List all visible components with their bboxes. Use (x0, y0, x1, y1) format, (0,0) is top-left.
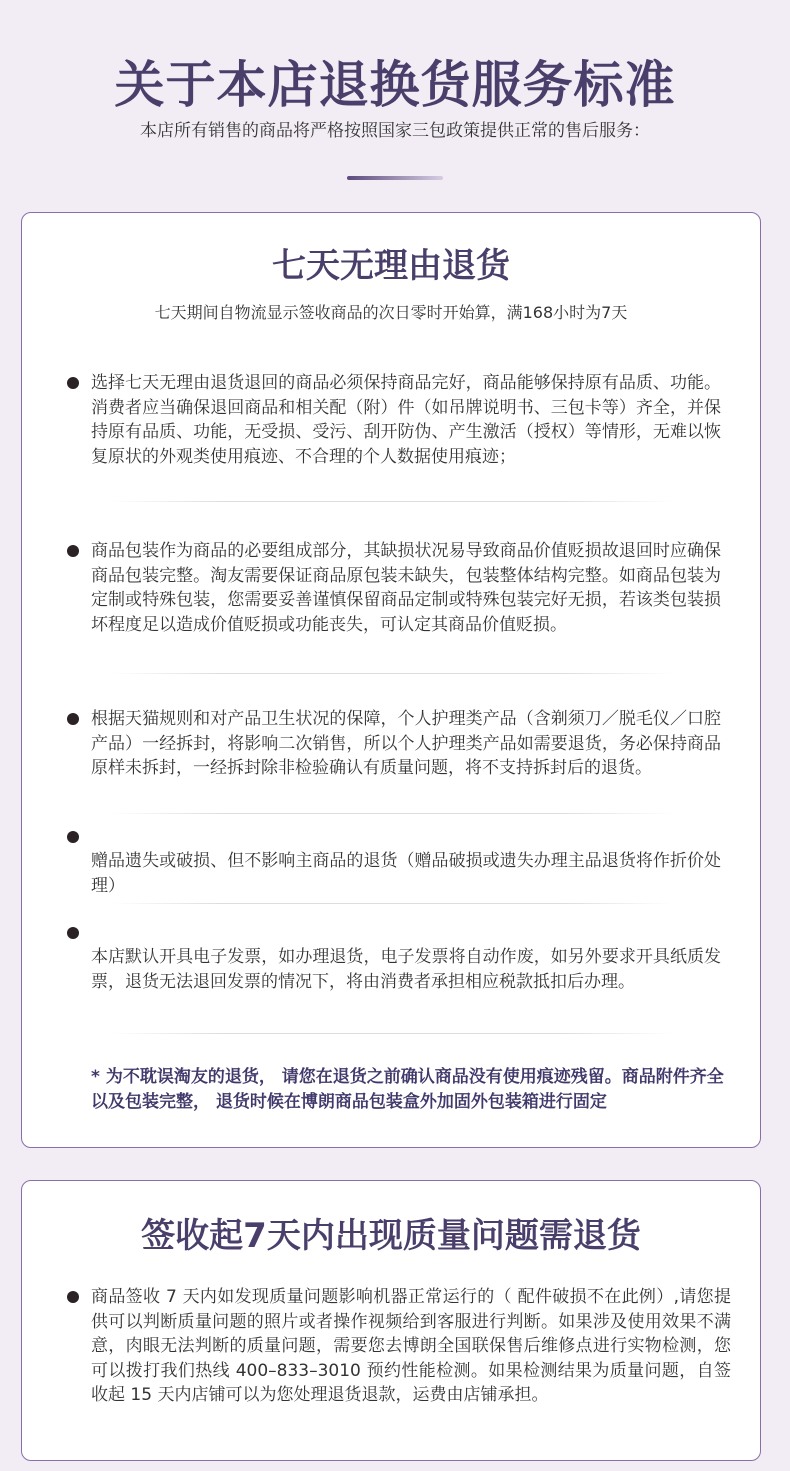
bullet-icon (67, 545, 79, 557)
list-item-text: 商品签收 7 天内如发现质量问题影响机器正常运行的（ 配件破损不在此例）,请您提供可以判断质量问题的照片或者操作视频给到客服进行判断。如果涉及使用效果不满意，肉眼无法判断的质量问题，需要您去博朗全国联保售后维修点进行实物检测，您可以拨打我们热线 400–833–3010 预约性能检测。如果检测结果为质量问题，自签收起 15 天内店铺可以为您处理退货退款，运费由店铺承担。 (91, 1287, 731, 1405)
section-subtitle: 七天期间自物流显示签收商品的次日零时开始算，满168小时为7天 (154, 303, 628, 322)
page-header (0, 0, 790, 200)
seven-day-return-section (21, 212, 761, 1148)
list-item-text: 商品包装作为商品的必要组成部分，其缺损状况易导致商品价值贬损故退回时应确保商品包装完整。淘友需要保证商品原包装未缺失，包装整体结构完整。如商品包装为定制或特殊包装，您需要妥善谨慎保留商品定制或特殊包装完好无损，若该类包装损坏程度足以造成价值贬损或功能丧失，可认定其商品价值贬损。 (91, 541, 721, 635)
divider (112, 501, 672, 502)
bullet-icon (67, 831, 79, 843)
divider (112, 1033, 672, 1034)
bullet-icon (67, 377, 79, 389)
page-subtitle: 本店所有销售的商品将严格按照国家三包政策提供正常的售后服务： (140, 121, 650, 141)
return-note (91, 1065, 731, 1115)
star-icon: * (91, 1067, 100, 1087)
list-item-text: 赠品遗失或破损、但不影响主商品的退货（赠品破损或遗失办理主品退货将作折价处理） (91, 851, 721, 896)
divider (112, 903, 672, 904)
divider (112, 813, 672, 814)
list-item-text: 本店默认开具电子发票，如办理退货，电子发票将自动作废，如另外要求开具纸质发票，退货无法退回发票的情况下，将由消费者承担相应税款抵扣后办理。 (91, 947, 721, 992)
bullet-icon (67, 1291, 79, 1303)
quality-issue-return-section (21, 1180, 761, 1461)
bullet-icon (67, 927, 79, 939)
section-title: 七天无理由退货 (272, 246, 510, 286)
note-text: 为不耽误淘友的退货， 请您在退货之前确认商品没有使用痕迹残留。商品附件齐全以及包装完整， 退货时候在博朗商品包装盒外加固外包装箱进行固定 (91, 1067, 724, 1112)
title-divider (347, 176, 443, 180)
list-item-text: 选择七天无理由退货退回的商品必须保持商品完好，商品能够保持原有品质、功能。消费者应当确保退回商品和相关配（附）件（如吊牌说明书、三包卡等）齐全，并保持原有品质、功能，无受损、受污、刮开防伪、产生激活（授权）等情形，无难以恢复原状的外观类使用痕迹、不合理的个人数据使用痕迹； (91, 373, 721, 467)
list-item-text: 根据天猫规则和对产品卫生状况的保障，个人护理类产品（含剃须刀／脱毛仪／口腔产品）一经拆封，将影响二次销售，所以个人护理类产品如需要退货，务必保持商品原样未拆封，一经拆封除非检验确认有质量问题，将不支持拆封后的退货。 (91, 709, 721, 778)
divider (112, 673, 672, 674)
page-title: 关于本店退换货服务标准 (114, 56, 676, 114)
bullet-icon (67, 713, 79, 725)
section-title: 签收起7天内出现质量问题需退货 (141, 1216, 641, 1256)
